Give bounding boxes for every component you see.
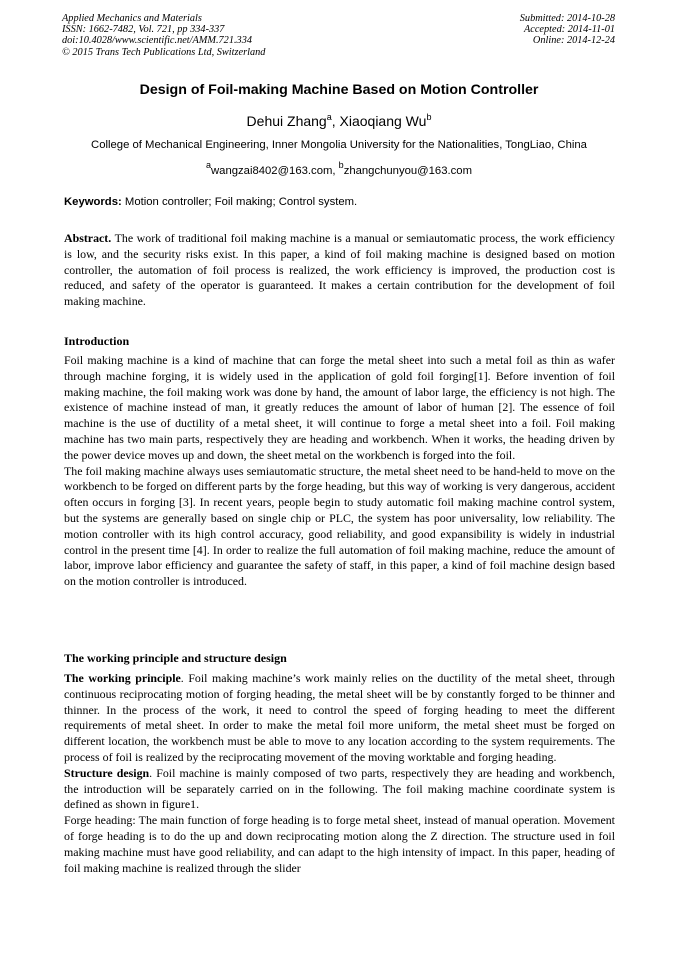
journal-issn: ISSN: 1662-7482, Vol. 721, pp 334-337 bbox=[62, 24, 225, 36]
author-emails bbox=[0, 160, 678, 177]
keywords-text: Motion controller; Foil making; Control system. bbox=[121, 196, 358, 208]
accepted-date: Accepted: 2014-11-01 bbox=[523, 24, 615, 36]
email-1-marker: a bbox=[206, 160, 212, 170]
affiliation: College of Mechanical Engineering, Inner Mongolia University for the Nationalities, TongLiao, China bbox=[91, 139, 587, 151]
structure-design-text: . Foil machine is mainly composed of two parts, respectively they are heading and workbench, the introduction will be separately carried on in the following. The foil making machine coordinate system is defined as shown in figure1. bbox=[64, 765, 615, 812]
abstract bbox=[64, 231, 615, 310]
working-principle-section bbox=[64, 671, 615, 876]
journal-name: Applied Mechanics and Materials bbox=[62, 13, 202, 24]
abstract-paragraph bbox=[64, 231, 615, 310]
introduction-paragraph-2: The foil making machine always uses semiautomatic structure, the metal sheet need to be hand-held to move on the workbench to be forged on different parts by the forge heading, but this way of working is very dangerous, accident often occurs in forging [3]. In recent years, people begin to study automatic foil making machine control system, but the systems are generally based on single chip or PLC, the system has poor universality, low reliability. The motion controller with its high control accuracy, good reliability, and good expansibility is widely in industrial control in the present time [4]. In order to realize the full automation of foil making machine, reduce the amount of labor, improve labor efficiency and guarantee the safety of staff, in this paper, a kind of foil machine design based on the motion controller is introduced. bbox=[64, 463, 615, 589]
email-2: zhangchunyou@163.com bbox=[343, 165, 472, 177]
submitted-date: Submitted: 2014-10-28 bbox=[519, 13, 615, 24]
working-principle-label: The working principle bbox=[64, 671, 181, 685]
keywords-label: Keywords: bbox=[64, 196, 122, 208]
introduction-heading: Introduction bbox=[64, 334, 130, 348]
abstract-label: Abstract. bbox=[64, 231, 112, 245]
keywords bbox=[64, 196, 357, 208]
publication-dates bbox=[520, 13, 615, 47]
forge-heading-paragraph: Forge heading: The main function of forge heading is to forge metal sheet, instead of manual operation. Movement of forge heading is to do the up and down reciprocating motion along the Z direction. The structure used in foil making machine must have good reliability, and can adapt to the high intensity of impact. In this paper, heading of foil making machine is realized through the slider bbox=[64, 813, 615, 875]
introduction-section bbox=[64, 353, 615, 590]
abstract-text: The work of traditional foil making machine is a manual or semiautomatic process, the work efficiency is low, and the security risks exist. In this paper, a kind of foil making machine is designed based on motion controller, the automation of foil process is realized, the work efficiency is improved, the production cost is reduced, and safety of the operator is guaranteed. It makes a certain contribution for the development of foil making machine. bbox=[64, 231, 615, 309]
journal-doi: doi:10.4028/www.scientific.net/AMM.721.334 bbox=[62, 35, 252, 47]
introduction-paragraph-1: Foil making machine is a kind of machine that can forge the metal sheet into such a metal foil as thin as wafer through machine forging, it is widely used in the application of gold foil forging[1]. Before invention of foil making machine, the foil making work was done by hand, the amount of labor large, the efficiency is not high. The existence of machine instead of man, it greatly reduces the amount of labor of human [2]. The essence of foil machine is the use of ductility of a metal sheet, it will continue to forge a metal sheet into a foil. Foil making machine has two main parts, respectively they are heading and workbench. When it works, the heading driven by the power device moves up and down, the sheet metal on the workbench is forged into the foil. bbox=[64, 353, 615, 462]
journal-copyright: © 2015 Trans Tech Publications Ltd, Switzerland bbox=[62, 46, 266, 58]
paper-title: Design of Foil-making Machine Based on Motion Controller bbox=[139, 82, 539, 98]
author-1: Dehui Zhang bbox=[246, 113, 327, 129]
structure-design-paragraph bbox=[64, 766, 615, 813]
online-date: Online: 2014-12-24 bbox=[532, 35, 615, 47]
author-separator: , bbox=[331, 113, 340, 129]
author-1-marker: a bbox=[326, 112, 332, 122]
author-2-marker: b bbox=[426, 112, 432, 122]
journal-info bbox=[62, 13, 265, 58]
author-2: Xiaoqiang Wu bbox=[339, 113, 427, 129]
working-principle-heading: The working principle and structure design bbox=[64, 651, 287, 665]
email-1: wangzai8402@163.com, bbox=[211, 165, 339, 177]
working-principle-paragraph bbox=[64, 671, 615, 766]
working-principle-text: . Foil making machine’s work mainly relies on the ductility of the metal sheet, through continuous reciprocating motion of forging heading, the metal sheet will be by constantly forged to be thinner and thinner. In the process of the work, it need to control the speed of forging heading to meet the different requirements of metal sheet. In order to make the metal foil more uniform, the metal sheet must be forged on different location, the workbench must be able to move to any location according to the system requirements. The process of foil is realized by the reciprocating movement of the moving worktable and forging heading. bbox=[64, 671, 616, 764]
author-list bbox=[0, 112, 678, 129]
email-2-marker: b bbox=[338, 160, 344, 170]
structure-design-label: Structure design bbox=[64, 765, 150, 780]
